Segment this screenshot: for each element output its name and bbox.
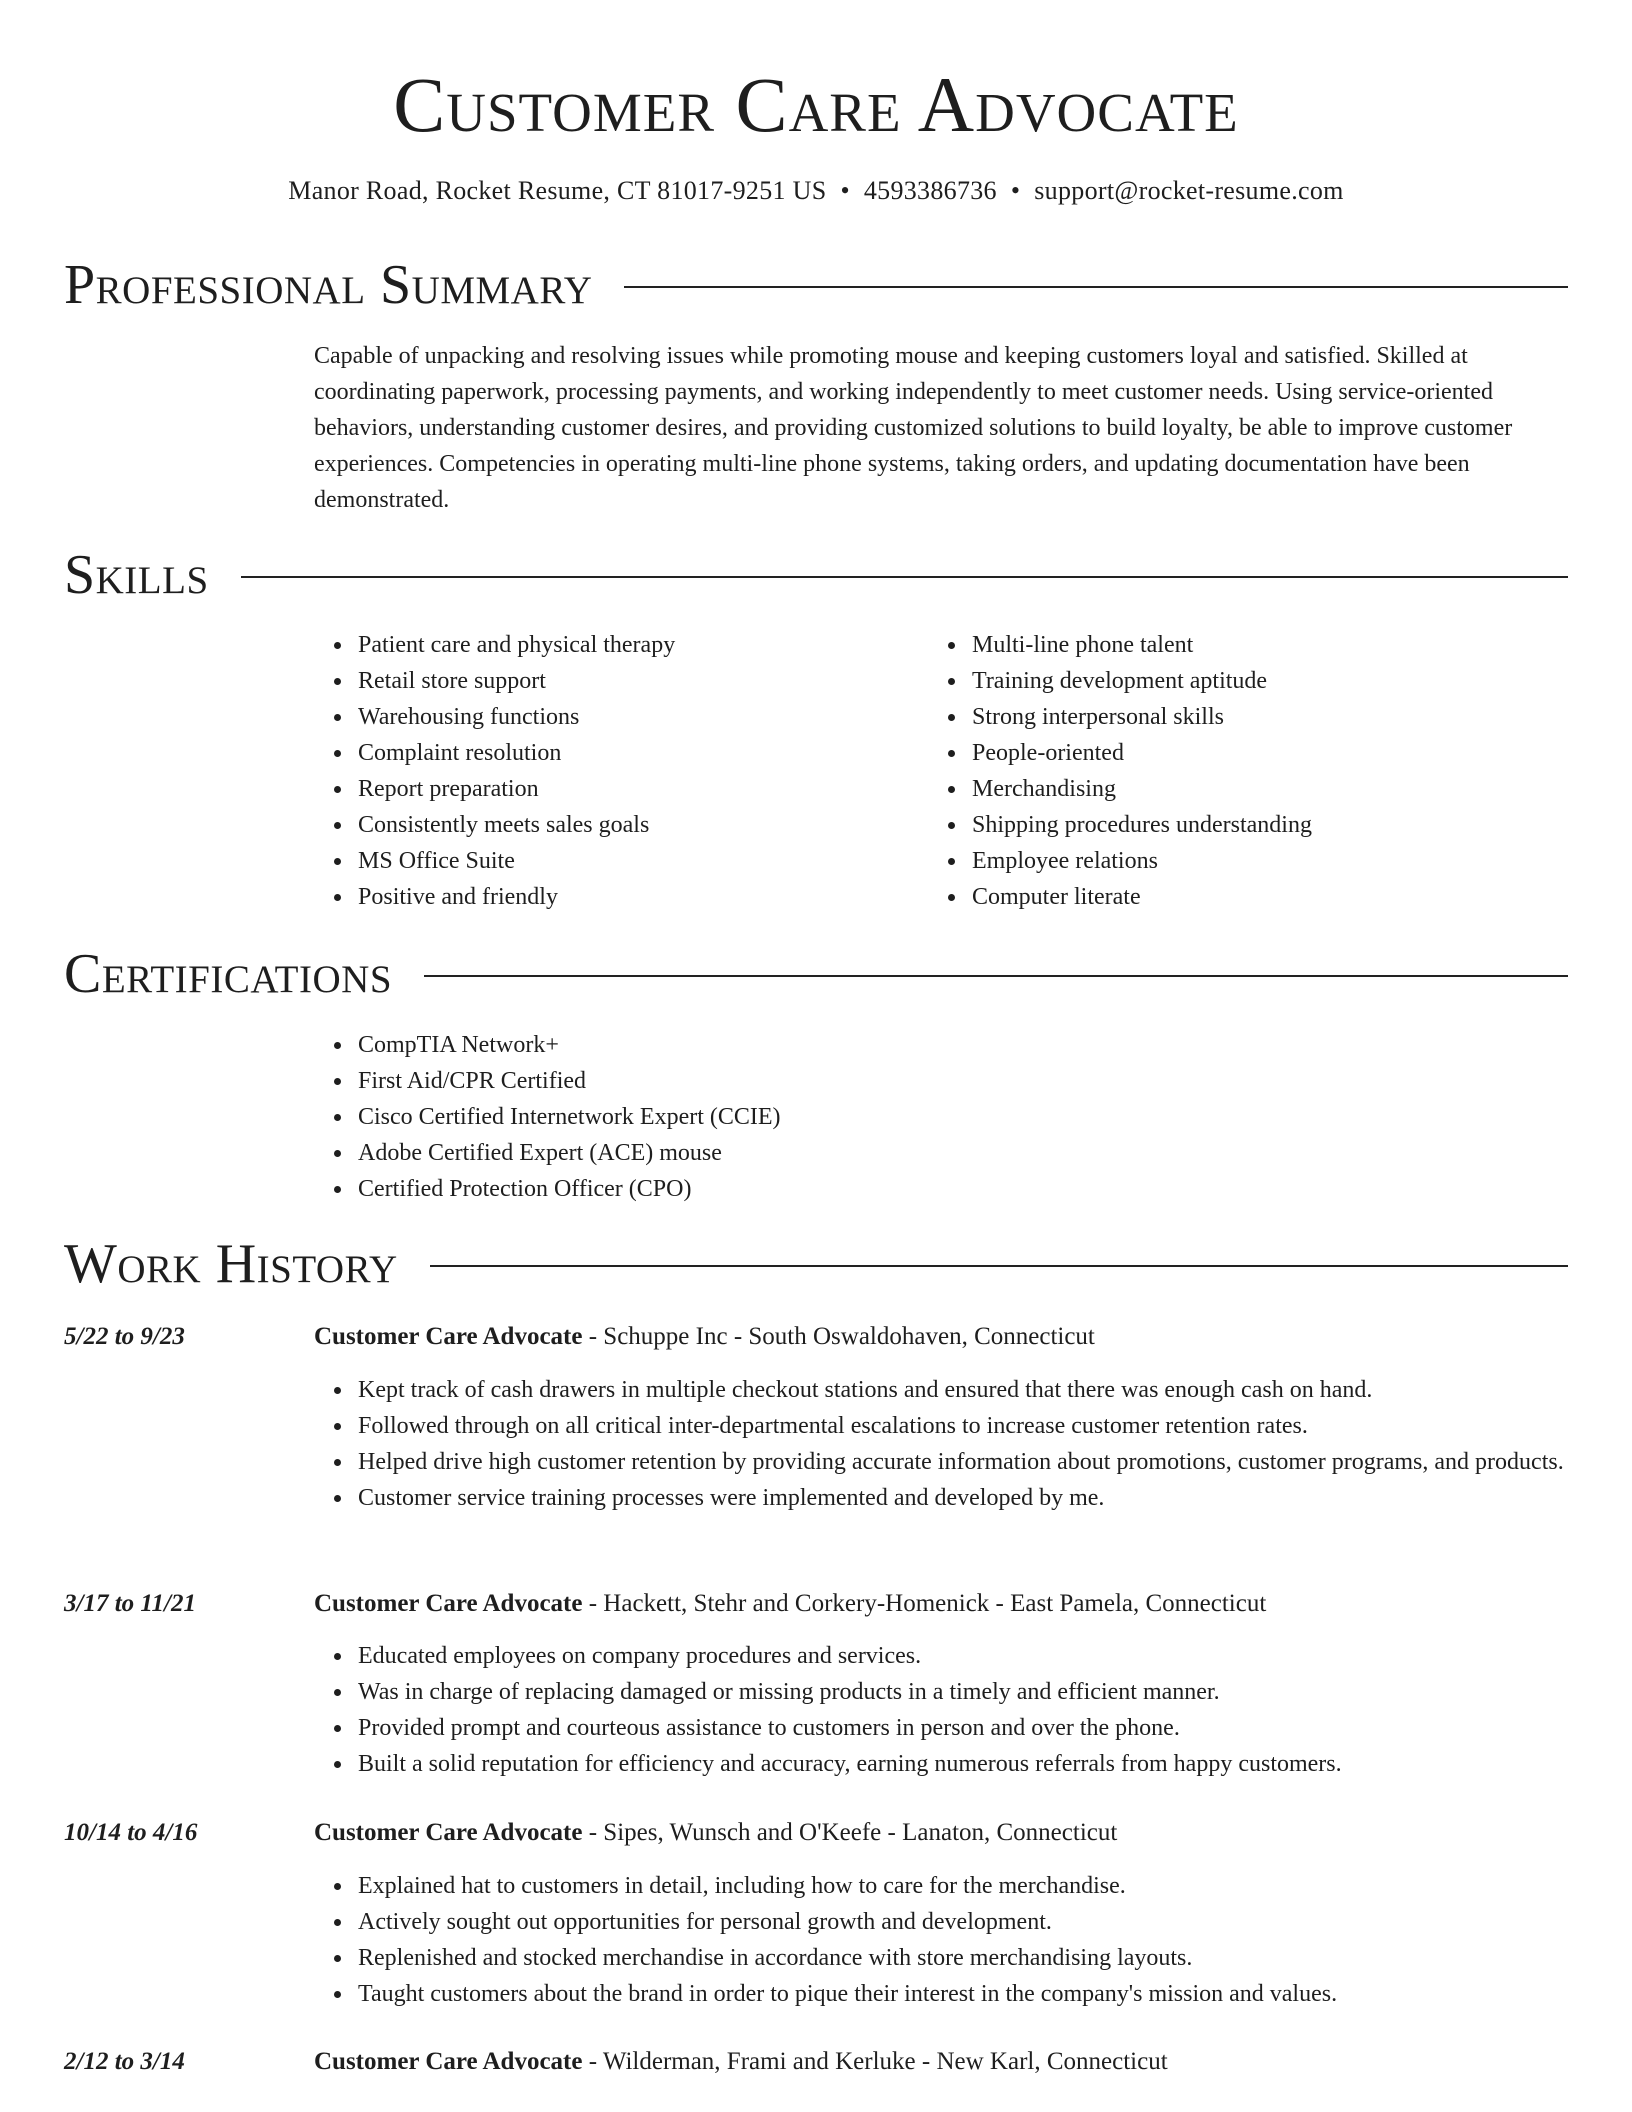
section-divider bbox=[624, 286, 1568, 288]
certification-item: Certified Protection Officer (CPO) bbox=[314, 1171, 781, 1207]
skill-item: Positive and friendly bbox=[314, 879, 675, 915]
certification-item: CompTIA Network+ bbox=[314, 1027, 781, 1063]
job-bullet: Taught customers about the brand in order to pique their interest in the company's mission and values. bbox=[314, 1976, 1568, 2012]
skill-item: Complaint resolution bbox=[314, 735, 675, 771]
job-details: - Sipes, Wunsch and O'Keefe - Lanaton, Connecticut bbox=[582, 1819, 1118, 1846]
skills-left-column bbox=[314, 627, 675, 915]
skill-item: Warehousing functions bbox=[314, 699, 675, 735]
job-bullet-list bbox=[314, 1638, 1568, 1782]
skill-item: Computer literate bbox=[928, 879, 1312, 915]
job-title-line bbox=[314, 1586, 1266, 1622]
skills-title: Skills bbox=[64, 544, 209, 606]
job-dates: 3/17 to 11/21 bbox=[64, 1590, 196, 1617]
contact-email: support@rocket-resume.com bbox=[1034, 176, 1344, 205]
contact-address: Manor Road, Rocket Resume, CT 81017-9251 US bbox=[288, 176, 827, 205]
contact-line bbox=[0, 174, 1632, 208]
certifications-list-wrap bbox=[314, 1027, 781, 1207]
job-role: Customer Care Advocate bbox=[314, 1819, 583, 1846]
job-bullet: Replenished and stocked merchandise in accordance with store merchandising layouts. bbox=[314, 1940, 1568, 1976]
job-details: - Schuppe Inc - South Oswaldohaven, Connecticut bbox=[582, 1323, 1095, 1350]
job-bullet: Provided prompt and courteous assistance to customers in person and over the phone. bbox=[314, 1710, 1568, 1746]
contact-phone: 4593386736 bbox=[863, 176, 997, 205]
job-details: - Hackett, Stehr and Corkery-Homenick - East Pamela, Connecticut bbox=[582, 1590, 1267, 1617]
skill-item: Multi-line phone talent bbox=[928, 627, 1312, 663]
job-bullet: Built a solid reputation for efficiency and accuracy, earning numerous referrals from happy customers. bbox=[314, 1746, 1568, 1782]
certification-item: Adobe Certified Expert (ACE) mouse bbox=[314, 1135, 781, 1171]
job-role: Customer Care Advocate bbox=[314, 1323, 583, 1350]
job-bullet: Helped drive high customer retention by providing accurate information about promotions, customer programs, and products. bbox=[314, 1444, 1568, 1480]
certifications-section-header bbox=[64, 942, 1568, 1006]
job-details: - Wilderman, Frami and Kerluke - New Karl, Connecticut bbox=[582, 2048, 1168, 2075]
certification-item: Cisco Certified Internetwork Expert (CCIE) bbox=[314, 1099, 781, 1135]
job-dates: 5/22 to 9/23 bbox=[64, 1323, 185, 1350]
skill-item: Merchandising bbox=[928, 771, 1312, 807]
skills-left-list bbox=[314, 627, 675, 915]
certifications-list bbox=[314, 1027, 781, 1207]
summary-text: Capable of unpacking and resolving issues while promoting mouse and keeping customers loyal and satisfied. Skilled at coordinating paperwork, processing payments, and working independently to meet customer needs. Using service-oriented behaviors, understanding customer desires, and providing customized solutions to build loyalty, be able to improve customer experiences. Competencies in operating multi-line phone systems, taking orders, and updating documentation have been demonstrated. bbox=[314, 343, 1513, 513]
job-dates: 10/14 to 4/16 bbox=[64, 1819, 198, 1846]
skill-item: Shipping procedures understanding bbox=[928, 807, 1312, 843]
job-bullet: Kept track of cash drawers in multiple checkout stations and ensured that there was enough cash on hand. bbox=[314, 1372, 1568, 1408]
job-role: Customer Care Advocate bbox=[314, 1590, 583, 1617]
candidate-name: Customer Care Advocate bbox=[393, 61, 1239, 148]
skill-item: Consistently meets sales goals bbox=[314, 807, 675, 843]
skill-item: Employee relations bbox=[928, 843, 1312, 879]
skill-item: Patient care and physical therapy bbox=[314, 627, 675, 663]
job-bullet-list bbox=[314, 1868, 1568, 2012]
summary-section-header bbox=[64, 253, 1568, 317]
certifications-title: Certifications bbox=[64, 943, 393, 1005]
job-bullet: Customer service training processes were implemented and developed by me. bbox=[314, 1480, 1568, 1516]
contact-separator: • bbox=[840, 176, 850, 205]
job-bullet: Educated employees on company procedures and services. bbox=[314, 1638, 1568, 1674]
skill-item: MS Office Suite bbox=[314, 843, 675, 879]
contact-separator: • bbox=[1010, 176, 1021, 205]
job-bullet: Followed through on all critical inter-departmental escalations to increase customer retention rates. bbox=[314, 1408, 1568, 1444]
skills-right-list bbox=[928, 627, 1312, 915]
job-bullet-list bbox=[314, 1372, 1568, 1516]
job-role: Customer Care Advocate bbox=[314, 2048, 583, 2075]
skill-item: Retail store support bbox=[314, 663, 675, 699]
section-divider bbox=[241, 576, 1568, 578]
job-title-line bbox=[314, 1319, 1095, 1355]
job-title-line bbox=[314, 1815, 1117, 1851]
skills-section-header bbox=[64, 543, 1568, 607]
skill-item: Training development aptitude bbox=[928, 663, 1312, 699]
skill-item: Strong interpersonal skills bbox=[928, 699, 1312, 735]
job-bullet: Was in charge of replacing damaged or missing products in a timely and efficient manner. bbox=[314, 1674, 1568, 1710]
job-bullet: Actively sought out opportunities for personal growth and development. bbox=[314, 1904, 1568, 1940]
summary-title: Professional Summary bbox=[64, 254, 593, 316]
skill-item: People-oriented bbox=[928, 735, 1312, 771]
job-title-line bbox=[314, 2044, 1168, 2080]
work-history-section-header bbox=[64, 1232, 1568, 1296]
job-dates: 2/12 to 3/14 bbox=[64, 2048, 185, 2075]
section-divider bbox=[424, 975, 1568, 977]
work-history-title: Work History bbox=[64, 1233, 398, 1295]
certification-item: First Aid/CPR Certified bbox=[314, 1063, 781, 1099]
skill-item: Report preparation bbox=[314, 771, 675, 807]
section-divider bbox=[430, 1265, 1568, 1267]
skills-right-column bbox=[928, 627, 1312, 915]
job-bullet: Explained hat to customers in detail, including how to care for the merchandise. bbox=[314, 1868, 1568, 1904]
